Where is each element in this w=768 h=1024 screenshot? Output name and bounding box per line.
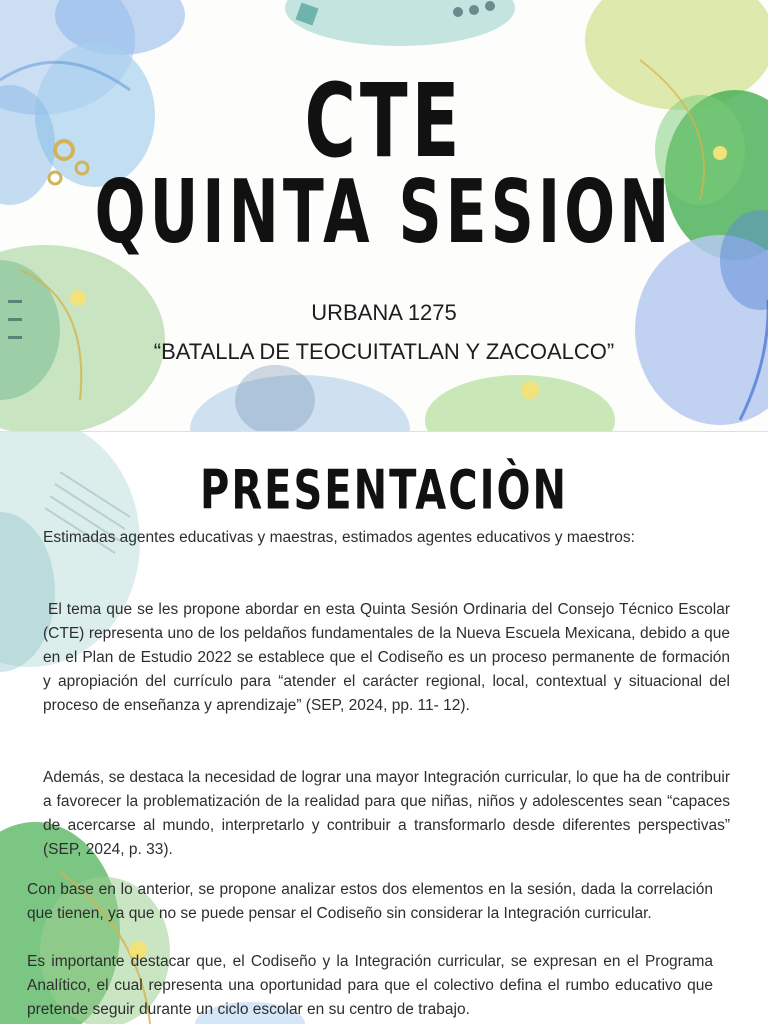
paragraph-integration: Además, se destaca la necesidad de lograr una mayor Integración curricular, lo que ha de contribuir a favorecer la problematización de la realidad para que niñas, niños y adolescentes sean “capaces de acercarse al mundo, interpretarlo y contribuir a transformarlo desde diferentes perspectivas” (SEP, 2024, p. 33). — [43, 769, 730, 858]
cover-page — [0, 0, 768, 431]
paragraph-analysis: Con base en lo anterior, se propone analizar estos dos elementos en la sesión, dada la correlación que tienen, ya que no se puede pensar el Codiseño sin considerar la Integración curricular. — [27, 881, 713, 922]
presentation-page — [0, 432, 768, 1024]
cover-title-line2: QUINTA SESION — [94, 162, 674, 264]
cover-school-name: “BATALLA DE TEOCUITATLAN Y ZACOALCO” — [153, 339, 615, 364]
cover-title-line1: CTE — [304, 61, 464, 181]
paragraph-program: Es importante destacar que, el Codiseño y la Integración curricular, se expresan en el Programa Analítico, el cual representa una oportunidad para que el colectivo defina el rumbo educativo que pretende seguir durante un ciclo escolar en su centro de trabajo. — [27, 953, 713, 1018]
section-heading: PRESENTACIÒN — [200, 459, 568, 523]
cover-school: URBANA 1275 — [311, 300, 457, 325]
paragraph-intro: El tema que se les propone abordar en esta Quinta Sesión Ordinaria del Consejo Técnico Escolar (CTE) representa uno de los peldaños fundamentales de la Nueva Escuela Mexicana, debido a que en el Plan de Estudio 2022 se establece que el Codiseño es un proceso permanente de formación y apropiación del currículo para “atender el carácter regional, local, contextual y situacional del proceso de enseñanza y aprendizaje” (SEP, 2024, pp. 11- 12). — [43, 601, 730, 714]
paragraph-greeting: Estimadas agentes educativas y maestras, estimados agentes educativos y maestros: — [43, 529, 635, 546]
